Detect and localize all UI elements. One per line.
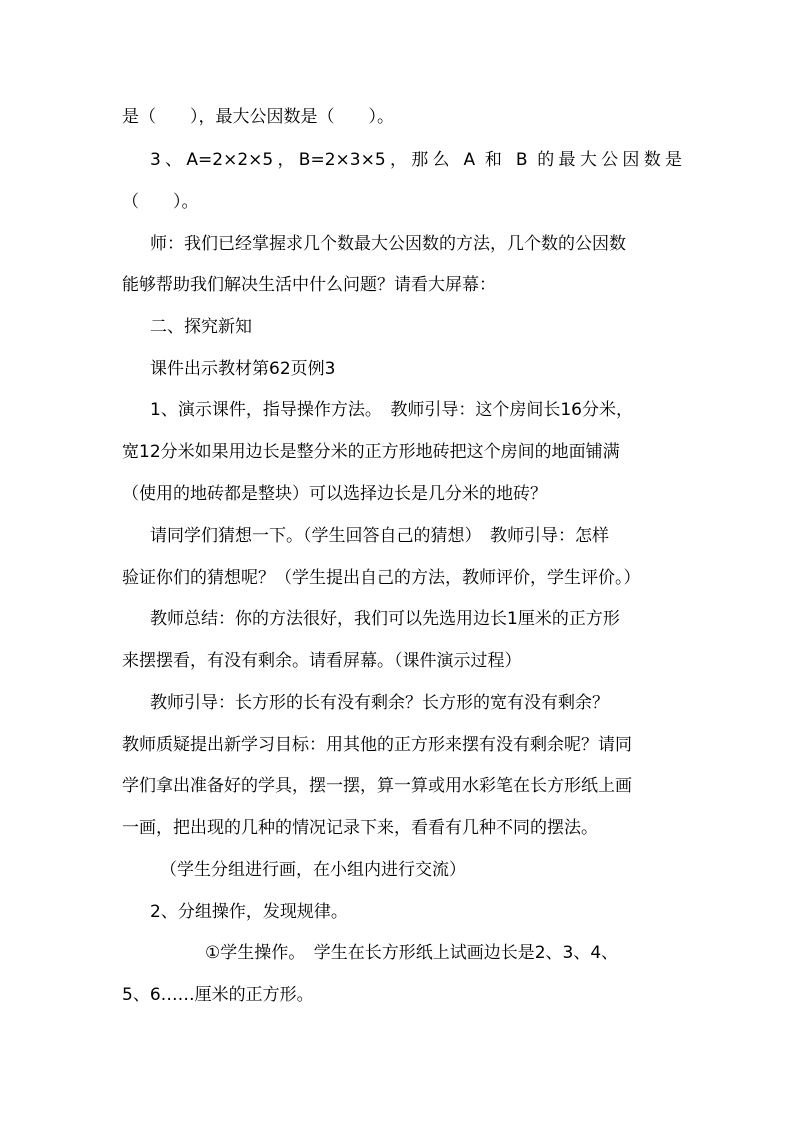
text-line-11: 请同学们猜想一下。（学生回答自己的猜想） 教师引导：怎样 xyxy=(150,526,609,546)
text-line-21: ①学生操作。 学生在长方形纸上试画边长是2、3、4、 xyxy=(205,943,619,963)
text-line-8: 1、演示课件，指导操作方法。 教师引导：这个房间长16分米， xyxy=(150,400,633,420)
text-line-12: 验证你们的猜想呢？（学生提出自己的方法，教师评价，学生评价。） xyxy=(122,568,641,588)
text-line-1: 是（ ），最大公因数是（ ）。 xyxy=(122,107,394,127)
section-heading: 二、探究新知 xyxy=(150,317,252,337)
text-line-5: 能够帮助我们解决生活中什么问题？请看大屏幕： xyxy=(122,275,496,295)
text-line-18: 一画，把出现的几种的情况记录下来，看看有几种不同的摆法。 xyxy=(122,818,598,838)
text-line-7: 课件出示教材第62页例3 xyxy=(150,359,336,379)
text-line-10: （使用的地砖都是整块）可以选择边长是几分米的地砖？ xyxy=(122,484,547,504)
text-line-13: 教师总结：你的方法很好，我们可以先选用边长1厘米的正方形 xyxy=(150,609,620,629)
text-line-16: 教师质疑提出新学习目标：用其他的正方形来摆有没有剩余呢？请同 xyxy=(122,735,632,755)
text-line-19: （学生分组进行画，在小组内进行交流） xyxy=(160,860,466,880)
text-line-2: 3、A=2×2×5，B=2×3×5，那么 A 和 B 的最大公因数是 xyxy=(150,150,682,170)
text-line-3: （ ）。 xyxy=(122,192,199,212)
text-line-20: 2、分组操作，发现规律。 xyxy=(150,902,348,922)
text-line-22: 5、6……厘米的正方形。 xyxy=(122,985,314,1005)
text-line-14: 来摆摆看，有没有剩余。请看屏幕。（课件演示过程） xyxy=(122,651,522,671)
text-line-4: 师：我们已经掌握求几个数最大公因数的方法，几个数的公因数 xyxy=(150,234,626,254)
text-line-17: 学们拿出准备好的学具，摆一摆，算一算或用水彩笔在长方形纸上画 xyxy=(122,776,632,796)
text-line-9: 宽12分米如果用边长是整分米的正方形地砖把这个房间的地面铺满 xyxy=(122,442,620,462)
text-line-15: 教师引导：长方形的长有没有剩余？长方形的宽有没有剩余？ xyxy=(150,693,609,713)
